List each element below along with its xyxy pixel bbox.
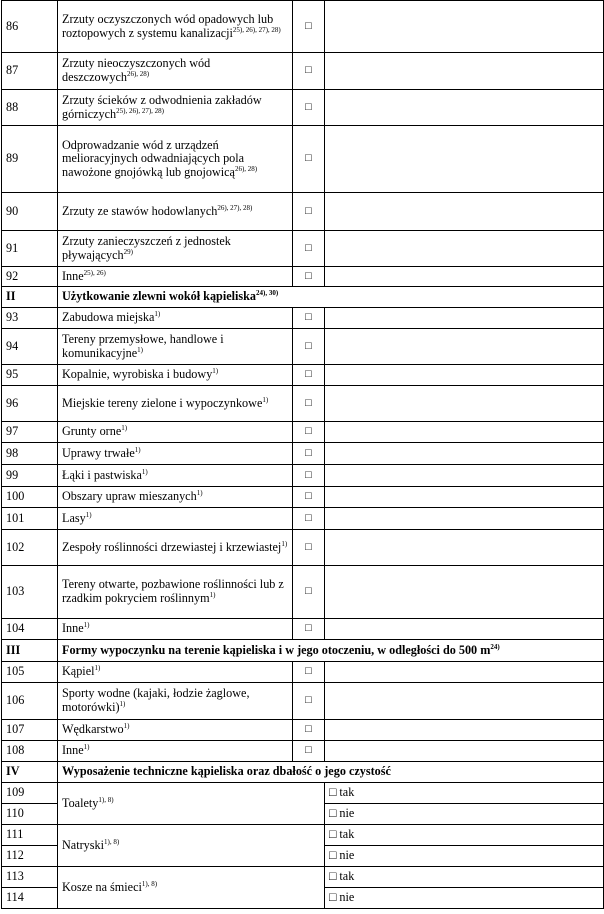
notes-cell [325, 487, 604, 508]
notes-cell [325, 566, 604, 619]
section-title: Użytkowanie zlewni wokół kąpieliska$^{24), 30)}$ [58, 287, 604, 308]
row-label: Wędkarstwo$^{1)}$ [58, 720, 293, 741]
checkbox[interactable]: □ [293, 683, 325, 720]
row-label: Zrzuty ze stawów hodowlanych$^{26), 27), 28)}$ [58, 193, 293, 231]
row-number: 88 [2, 90, 58, 126]
notes-cell [325, 465, 604, 487]
checkbox[interactable]: □ [293, 126, 325, 193]
table-row [2, 662, 604, 683]
checkbox[interactable]: □ [293, 566, 325, 619]
row-number: 109 [2, 783, 58, 804]
table-row [2, 741, 604, 762]
row-label: Odprowadzanie wód z urządzeń melioracyjnych odwadniających pola nawożone gnojówką lub gnojowicą$^{26), 28)}$ [58, 126, 293, 193]
table-row [2, 867, 604, 888]
checkbox[interactable]: □ [293, 365, 325, 386]
table-row [2, 508, 604, 530]
row-label: Zrzuty ścieków z odwodnienia zakładów górniczych$^{25), 26), 27), 28)}$ [58, 90, 293, 126]
row-label: Miejskie tereny zielone i wypoczynkowe$^{1)}$ [58, 386, 293, 422]
option-no[interactable]: □ nie [325, 846, 604, 867]
row-label: Łąki i pastwiska$^{1)}$ [58, 465, 293, 487]
notes-cell [325, 53, 604, 90]
row-number: 89 [2, 126, 58, 193]
checkbox[interactable]: □ [293, 53, 325, 90]
notes-cell [325, 365, 604, 386]
checkbox[interactable]: □ [293, 720, 325, 741]
row-label: Zrzuty zanieczyszczeń z jednostek pływających$^{29)}$ [58, 231, 293, 267]
checkbox[interactable]: □ [293, 530, 325, 566]
bathing-area-form-table [1, 0, 604, 909]
notes-cell [325, 193, 604, 231]
option-yes[interactable]: □ tak [325, 783, 604, 804]
checkbox[interactable]: □ [293, 422, 325, 443]
row-number: 86 [2, 1, 58, 53]
row-label: Zabudowa miejska$^{1)}$ [58, 308, 293, 329]
checkbox[interactable]: □ [293, 329, 325, 365]
row-number: 92 [2, 267, 58, 287]
checkbox[interactable]: □ [293, 465, 325, 487]
row-label: Kosze na śmieci$^{1), 8)}$ [58, 867, 325, 909]
row-number: 103 [2, 566, 58, 619]
row-label: Grunty orne$^{1)}$ [58, 422, 293, 443]
row-label: Inne$^{1)}$ [58, 741, 293, 762]
checkbox[interactable]: □ [293, 231, 325, 267]
option-yes[interactable]: □ tak [325, 825, 604, 846]
row-label: Tereny przemysłowe, handlowe i komunikacyjne$^{1)}$ [58, 329, 293, 365]
notes-cell [325, 308, 604, 329]
row-label: Sporty wodne (kajaki, łodzie żaglowe, motorówki)$^{1)}$ [58, 683, 293, 720]
checkbox[interactable]: □ [293, 90, 325, 126]
option-no[interactable]: □ nie [325, 804, 604, 825]
row-label: Toalety$^{1), 8)}$ [58, 783, 325, 825]
section-header [2, 640, 604, 662]
table-row [2, 386, 604, 422]
table-row [2, 825, 604, 846]
row-number: 106 [2, 683, 58, 720]
row-label: Uprawy trwałe$^{1)}$ [58, 443, 293, 465]
checkbox[interactable]: □ [293, 308, 325, 329]
row-label: Natryski$^{1), 8)}$ [58, 825, 325, 867]
row-number: 90 [2, 193, 58, 231]
row-number: 104 [2, 619, 58, 640]
checkbox[interactable]: □ [293, 193, 325, 231]
checkbox[interactable]: □ [293, 508, 325, 530]
table-row [2, 126, 604, 193]
row-label: Zrzuty oczyszczonych wód opadowych lub roztopowych z systemu kanalizacji$^{25), 26), 27), 28)}$ [58, 1, 293, 53]
section-header [2, 287, 604, 308]
table-row [2, 530, 604, 566]
notes-cell [325, 683, 604, 720]
row-number: 101 [2, 508, 58, 530]
row-label: Zespoły roślinności drzewiastej i krzewiastej$^{1)}$ [58, 530, 293, 566]
table-row [2, 443, 604, 465]
notes-cell [325, 662, 604, 683]
row-number: 97 [2, 422, 58, 443]
row-label: Inne$^{1)}$ [58, 619, 293, 640]
row-number: 100 [2, 487, 58, 508]
table-row [2, 90, 604, 126]
row-number: 107 [2, 720, 58, 741]
row-number: 94 [2, 329, 58, 365]
notes-cell [325, 422, 604, 443]
table-row [2, 231, 604, 267]
table-row [2, 329, 604, 365]
row-number: 113 [2, 867, 58, 888]
table-row [2, 619, 604, 640]
row-label: Kąpiel$^{1)}$ [58, 662, 293, 683]
row-label: Kopalnie, wyrobiska i budowy$^{1)}$ [58, 365, 293, 386]
checkbox[interactable]: □ [293, 443, 325, 465]
table-row [2, 422, 604, 443]
row-number: 93 [2, 308, 58, 329]
row-number: 91 [2, 231, 58, 267]
option-no[interactable]: □ nie [325, 888, 604, 909]
row-number: 87 [2, 53, 58, 90]
row-label: Obszary upraw mieszanych$^{1)}$ [58, 487, 293, 508]
notes-cell [325, 720, 604, 741]
row-number: 111 [2, 825, 58, 846]
row-number: 114 [2, 888, 58, 909]
table-row [2, 53, 604, 90]
table-row [2, 267, 604, 287]
section-title: Wyposażenie techniczne kąpieliska oraz dbałość o jego czystość [58, 762, 604, 783]
notes-cell [325, 386, 604, 422]
checkbox[interactable]: □ [293, 619, 325, 640]
row-number: 95 [2, 365, 58, 386]
option-yes[interactable]: □ tak [325, 867, 604, 888]
checkbox[interactable]: □ [293, 267, 325, 287]
checkbox[interactable]: □ [293, 487, 325, 508]
table-row [2, 365, 604, 386]
row-label: Lasy$^{1)}$ [58, 508, 293, 530]
notes-cell [325, 1, 604, 53]
row-number: 98 [2, 443, 58, 465]
row-number: 110 [2, 804, 58, 825]
row-number: 105 [2, 662, 58, 683]
checkbox[interactable]: □ [293, 386, 325, 422]
table-row [2, 720, 604, 741]
table-row [2, 1, 604, 53]
table-row [2, 566, 604, 619]
row-number: 99 [2, 465, 58, 487]
row-label: Tereny otwarte, pozbawione roślinności lub z rzadkim pokryciem roślinnym$^{1)}$ [58, 566, 293, 619]
section-number: III [2, 640, 58, 662]
notes-cell [325, 508, 604, 530]
row-number: 96 [2, 386, 58, 422]
section-title: Formy wypoczynku na terenie kąpieliska i w jego otoczeniu, w odległości do 500 $m^{24)}$ [58, 640, 604, 662]
notes-cell [325, 530, 604, 566]
notes-cell [325, 619, 604, 640]
notes-cell [325, 90, 604, 126]
table-row [2, 487, 604, 508]
section-number: II [2, 287, 58, 308]
notes-cell [325, 126, 604, 193]
section-header [2, 762, 604, 783]
checkbox[interactable]: □ [293, 662, 325, 683]
table-row [2, 683, 604, 720]
section-number: IV [2, 762, 58, 783]
table-row [2, 465, 604, 487]
row-number: 108 [2, 741, 58, 762]
checkbox[interactable]: □ [293, 741, 325, 762]
notes-cell [325, 329, 604, 365]
notes-cell [325, 231, 604, 267]
row-label: Zrzuty nieoczyszczonych wód deszczowych$^{26), 28)}$ [58, 53, 293, 90]
row-label: Inne$^{25), 26)}$ [58, 267, 293, 287]
checkbox[interactable]: □ [293, 1, 325, 53]
notes-cell [325, 443, 604, 465]
row-number: 102 [2, 530, 58, 566]
row-number: 112 [2, 846, 58, 867]
table-row [2, 193, 604, 231]
notes-cell [325, 741, 604, 762]
table-row [2, 783, 604, 804]
notes-cell [325, 267, 604, 287]
table-row [2, 308, 604, 329]
